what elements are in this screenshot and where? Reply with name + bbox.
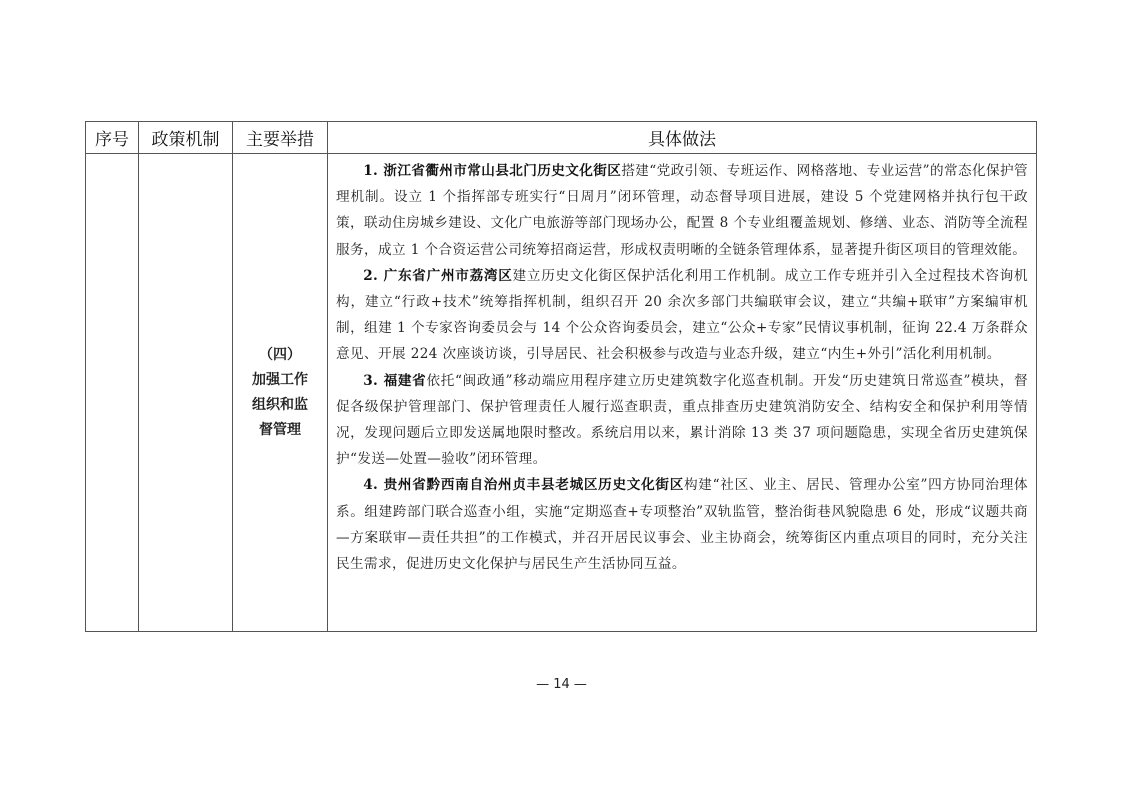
table-row	[86, 154, 1037, 632]
measure-line: 加强工作	[252, 371, 308, 388]
policy-table	[85, 121, 1037, 632]
cell-specific-practice	[328, 154, 1037, 632]
practice-text: 构建“社区、业主、居民、管理办公室”四方协同治理体系。组建跨部门联合巡查小组，实施“定期巡查+专项整治”双轨监管，整治街巷风貌隐患 6 处，形成“议题共商—方案联审—责任共担”的工作模式，并召开居民议事会、业主协商会，统筹街区内重点项目的同时，充分关注民生需求，促进历史文化保护与居民生产生活协同互益。	[336, 477, 1028, 573]
practice-lead: 1. 浙江省衢州市常山县北门历史文化街区	[363, 163, 622, 179]
practice-text: 搭建“党政引领、专班运作、网格落地、专业运营”的常态化保护管理机制。设立 1 个指挥部专班实行“日周月”闭环管理，动态督导项目进展，建设 5 个党建网格并执行包干政策，联动住房城乡建设、文化广电旅游等部门现场办公，配置 8 个专业组覆盖规划、修缮、业态、消防等全流程服务，成立 1 个合资运营公司统筹招商运营，形成权责明晰的全链条管理体系，显著提升街区项目的管理效能。	[336, 163, 1028, 258]
cell-policy-mechanism	[139, 154, 233, 632]
practice-item-3	[336, 368, 1028, 473]
practice-lead: 4. 贵州省黔西南自治州贞丰县老城区历史文化街区	[363, 477, 684, 494]
header-main-measure: 主要举措	[233, 122, 328, 154]
header-policy-mechanism: 政策机制	[139, 122, 233, 154]
cell-index	[86, 154, 139, 632]
practice-lead: 2. 广东省广州市荔湾区	[363, 267, 513, 284]
practice-lead: 3. 福建省	[363, 372, 427, 389]
table-header-row	[86, 122, 1037, 154]
measure-line: 督管理	[259, 421, 301, 438]
header-index: 序号	[86, 122, 139, 154]
page-number: — 14 —	[536, 677, 587, 692]
practice-item-2	[336, 263, 1028, 368]
measure-line: 组织和监	[252, 396, 308, 413]
measure-number: （四）	[259, 346, 301, 363]
practice-item-4	[336, 472, 1028, 577]
practice-text: 建立历史文化街区保护活化利用工作机制。成立工作专班并引入全过程技术咨询机构，建立“行政+技术”统筹指挥机制，组织召开 20 余次多部门共编联审会议，建立“共编+联审”方案编审机制，组建 1 个专家咨询委员会与 14 个公众咨询委员会，建立“公众+专家”民情议事机制，征询 22.4 万条群众意见、开展 224 次座谈访谈，引导居民、社会积极参与改造与业态升级，建立“内生+外引”活化利用机制。	[336, 267, 1028, 363]
practice-text: 依托“闽政通”移动端应用程序建立历史建筑数字化巡查机制。开发“历史建筑日常巡查”模块，督促各级保护管理部门、保护管理责任人履行巡查职责，重点排查历史建筑消防安全、结构安全和保护利用等情况，发现问题后立即发送属地限时整改。系统启用以来，累计消除 13 类 37 项问题隐患，实现全省历史建筑保护“发送—处置—验收”闭环管理。	[336, 372, 1028, 468]
header-specific-practice: 具体做法	[328, 122, 1037, 154]
practice-item-1	[336, 158, 1028, 263]
cell-main-measure	[233, 154, 328, 632]
